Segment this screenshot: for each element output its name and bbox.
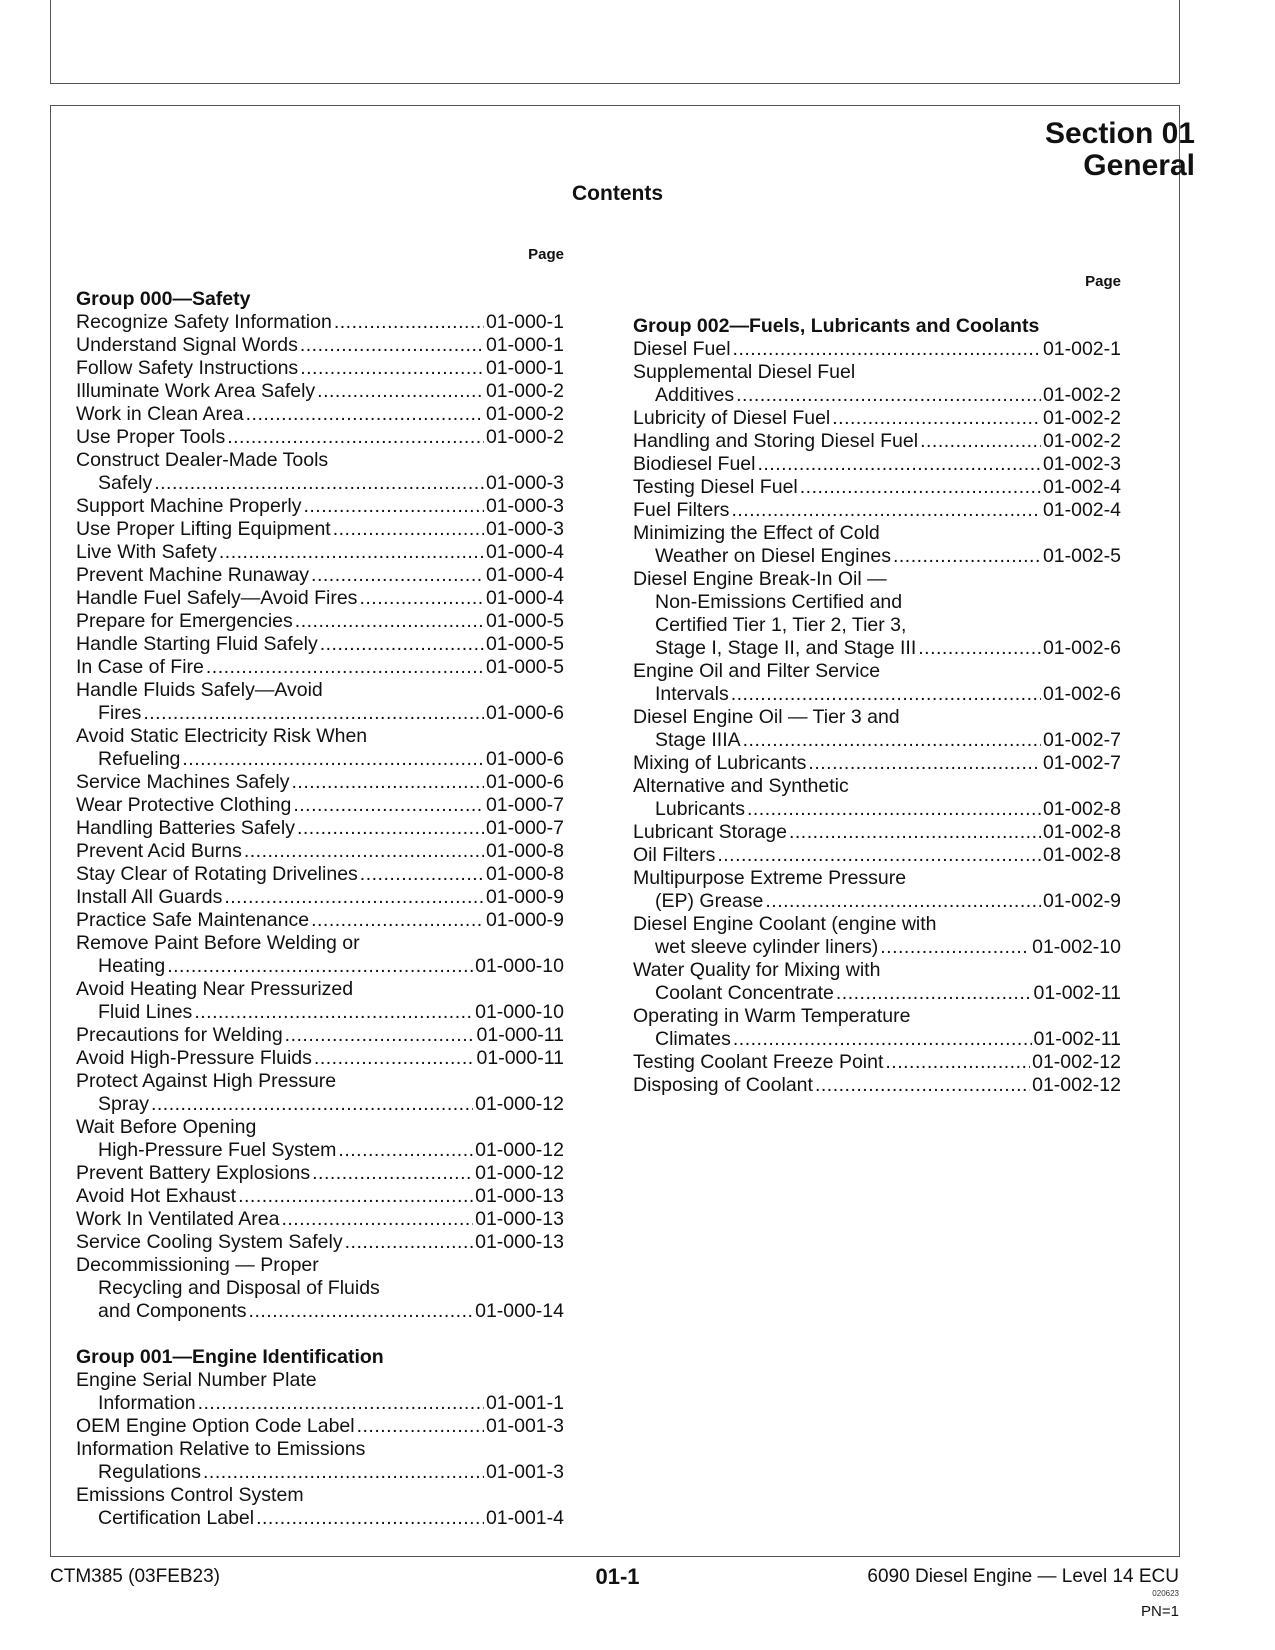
toc-entry-title: Diesel Engine Oil — Tier 3 and [633, 706, 900, 728]
dot-leader [789, 821, 1041, 844]
toc-entry[interactable] [633, 844, 1121, 867]
dot-leader [920, 430, 1041, 453]
toc-entry-title: Testing Diesel Fuel [633, 476, 798, 498]
toc-entry[interactable] [633, 338, 1121, 361]
toc-entry-title: Supplemental Diesel Fuel [633, 361, 856, 383]
dot-leader [143, 702, 484, 725]
toc-entry-title: Protect Against High Pressure [76, 1070, 337, 1092]
toc-entry-title: Coolant Concentrate [655, 982, 834, 1004]
toc-entry-title: Handling and Storing Diesel Fuel [633, 430, 919, 452]
toc-entry-title: Support Machine Properly [76, 495, 302, 517]
dot-leader [338, 1139, 473, 1162]
toc-entry[interactable] [633, 913, 1121, 959]
toc-entry-page: 01-000-6 [485, 748, 564, 770]
dot-leader [194, 1001, 473, 1024]
toc-entry-title: Handling Batteries Safely [76, 817, 295, 839]
toc-entry[interactable] [633, 752, 1121, 775]
toc-entry-title: Prevent Machine Runaway [76, 564, 310, 586]
dot-leader [765, 890, 1041, 913]
dot-leader [885, 1051, 1030, 1074]
toc-entry-title: Precautions for Welding [76, 1024, 283, 1046]
toc-entry-page: 01-002-2 [1042, 384, 1121, 406]
toc-entry[interactable] [76, 794, 564, 817]
dot-leader [880, 936, 1030, 959]
dot-leader [893, 545, 1041, 568]
toc-entry-title: Information [98, 1392, 196, 1414]
dot-leader [293, 794, 484, 817]
toc-entry-title: Minimizing the Effect of Cold [633, 522, 880, 544]
dot-leader [345, 1231, 473, 1254]
toc-entry-title: Engine Serial Number Plate [76, 1369, 317, 1391]
toc-entry-page: 01-002-11 [1033, 1028, 1121, 1050]
dot-leader [312, 1162, 473, 1185]
toc-entry-title: Diesel Engine Coolant (engine with [633, 913, 937, 935]
manual-title: 6090 Diesel Engine — Level 14 ECU [867, 1566, 1179, 1587]
toc-entry-page: 01-000-11 [476, 1024, 564, 1046]
toc-entry[interactable] [76, 1415, 564, 1438]
dot-leader [219, 541, 484, 564]
toc-entry-page: 01-002-12 [1032, 1051, 1121, 1073]
toc-entry[interactable] [76, 518, 564, 541]
toc-entry-title: Construct Dealer-Made Tools [76, 449, 329, 471]
section-name: General [1083, 149, 1195, 182]
page-pn: PN=1 [1141, 1603, 1179, 1620]
toc-entry-title: Practice Safe Maintenance [76, 909, 310, 931]
toc-entry[interactable] [633, 959, 1121, 1005]
toc-entry-title: Prepare for Emergencies [76, 610, 293, 632]
toc-entry-title: Recognize Safety Information [76, 311, 332, 333]
dot-leader [224, 886, 484, 909]
toc-entry-title: Disposing of Coolant [633, 1074, 813, 1096]
toc-entry-title: Remove Paint Before Welding or [76, 932, 360, 954]
toc-entry-title: Illuminate Work Area Safely [76, 380, 316, 402]
toc-entry-page: 01-000-2 [485, 426, 564, 448]
toc-entry[interactable] [76, 656, 564, 679]
toc-entry-page: 01-002-12 [1032, 1074, 1121, 1096]
toc-entry[interactable] [633, 775, 1121, 821]
dot-leader [717, 844, 1041, 867]
toc-entry[interactable] [76, 1254, 564, 1323]
toc-entry-title: Prevent Acid Burns [76, 840, 242, 862]
dot-leader [285, 1024, 475, 1047]
toc-entry-title: Handle Fuel Safely—Avoid Fires [76, 587, 358, 609]
toc-entry-title: Certification Label [98, 1507, 255, 1529]
toc-entry-page: 01-000-4 [485, 564, 564, 586]
toc-entry-page: 01-000-1 [485, 311, 564, 333]
toc-entry-page: 01-000-10 [475, 1001, 564, 1023]
toc-entry-title: Operating in Warm Temperature [633, 1005, 911, 1027]
toc-entry-title: In Case of Fire [76, 656, 204, 678]
toc-entry-title: Fires [98, 702, 142, 724]
toc-entry-page: 01-000-4 [485, 541, 564, 563]
toc-entry[interactable] [76, 1024, 564, 1047]
section-title [1045, 118, 1195, 182]
toc-left-column [76, 244, 564, 1530]
toc-entry-page: 01-000-13 [475, 1185, 564, 1207]
toc-entry-title: Avoid High-Pressure Fluids [76, 1047, 312, 1069]
toc-entry[interactable] [76, 1116, 564, 1162]
dot-leader [182, 748, 484, 771]
dot-leader [198, 1392, 484, 1415]
dot-leader [733, 338, 1041, 361]
toc-entry[interactable] [76, 886, 564, 909]
dot-leader [300, 334, 484, 357]
toc-entry[interactable] [76, 334, 564, 357]
toc-entry-title: Oil Filters [633, 844, 716, 866]
dot-leader [281, 1208, 473, 1231]
page-column-label: Page [528, 246, 564, 263]
dot-leader [297, 817, 484, 840]
toc-entry-title: Understand Signal Words [76, 334, 298, 356]
toc-entry-title: Biodiesel Fuel [633, 453, 756, 475]
toc-entry-title: Stay Clear of Rotating Drivelines [76, 863, 358, 885]
toc-entry-page: 01-000-12 [475, 1093, 564, 1115]
page-number: 01-1 [595, 1564, 640, 1589]
dot-leader [300, 357, 484, 380]
toc-entry[interactable] [633, 499, 1121, 522]
toc-entry-page: 01-000-1 [485, 357, 564, 379]
toc-entry-page: 01-000-2 [485, 403, 564, 425]
toc-entry-title: Install All Guards [76, 886, 223, 908]
toc-entry[interactable] [76, 449, 564, 495]
toc-entry-page: 01-000-13 [475, 1208, 564, 1230]
toc-entry[interactable] [76, 541, 564, 564]
dot-leader [151, 1093, 473, 1116]
dot-leader [731, 683, 1041, 706]
toc-entry-page: 01-002-11 [1033, 982, 1121, 1004]
toc-entry[interactable] [76, 978, 564, 1024]
toc-entry[interactable] [76, 564, 564, 587]
toc-entry[interactable] [76, 426, 564, 449]
dot-leader [733, 1028, 1032, 1051]
dot-leader [359, 587, 484, 610]
dot-leader [800, 476, 1041, 499]
dot-leader [249, 1300, 474, 1323]
toc-entry[interactable] [76, 725, 564, 771]
header-frame [50, 0, 1180, 84]
toc-entry-page: 01-000-12 [475, 1139, 564, 1161]
toc-entry[interactable] [76, 1208, 564, 1231]
toc-entry-page: 01-002-8 [1042, 821, 1121, 843]
toc-entry-page: 01-002-5 [1042, 545, 1121, 567]
toc-entry-title: Stage I, Stage II, and Stage III [655, 637, 917, 659]
dot-leader [292, 771, 484, 794]
dot-leader [314, 1047, 475, 1070]
toc-entry-page: 01-000-2 [485, 380, 564, 402]
toc-entry-page: 01-002-10 [1032, 936, 1121, 958]
toc-entry-page: 01-000-8 [485, 863, 564, 885]
toc-entry[interactable] [76, 311, 564, 334]
toc-entry-title: Fluid Lines [98, 1001, 193, 1023]
toc-entry[interactable] [633, 430, 1121, 453]
toc-entry-page: 01-002-6 [1042, 637, 1121, 659]
toc-entry[interactable] [76, 909, 564, 932]
toc-entry-page: 01-002-6 [1042, 683, 1121, 705]
dot-leader [757, 453, 1040, 476]
toc-entry-title: Testing Coolant Freeze Point [633, 1051, 884, 1073]
toc-entry-title: OEM Engine Option Code Label [76, 1415, 355, 1437]
toc-entry-page: 01-002-8 [1042, 798, 1121, 820]
toc-entry[interactable] [76, 380, 564, 403]
toc-entry-title: Additives [655, 384, 735, 406]
toc-entry-page: 01-000-6 [485, 771, 564, 793]
toc-entry[interactable] [633, 522, 1121, 568]
toc-entry-page: 01-002-1 [1042, 338, 1121, 360]
toc-entry-title: Engine Oil and Filter Service [633, 660, 881, 682]
dot-leader [295, 610, 484, 633]
dot-leader [815, 1074, 1030, 1097]
dot-leader [731, 499, 1041, 522]
toc-entry-title: Avoid Heating Near Pressurized [76, 978, 354, 1000]
dot-leader [238, 1185, 473, 1208]
toc-entry[interactable] [76, 932, 564, 978]
toc-entry-page: 01-000-10 [475, 955, 564, 977]
toc-entry[interactable] [633, 407, 1121, 430]
toc-entry-title: Refueling [98, 748, 181, 770]
group-heading: Group 002—Fuels, Lubricants and Coolants [633, 315, 1040, 337]
toc-entry-page: 01-000-14 [475, 1300, 564, 1322]
dot-leader [167, 955, 473, 978]
toc-entry-title: Lubricants [655, 798, 745, 820]
toc-entry-title: Wear Protective Clothing [76, 794, 292, 816]
toc-entry-page: 01-000-12 [475, 1162, 564, 1184]
toc-entry[interactable] [76, 863, 564, 886]
toc-entry[interactable] [76, 1438, 564, 1484]
toc-entry-title: Certified Tier 1, Tier 2, Tier 3, [655, 614, 907, 636]
toc-entry[interactable] [76, 357, 564, 380]
toc-entry[interactable] [76, 495, 564, 518]
toc-entry-title: Water Quality for Mixing with [633, 959, 881, 981]
toc-entry-page: 01-002-8 [1042, 844, 1121, 866]
toc-entry[interactable] [76, 1369, 564, 1415]
toc-entry-title: Service Cooling System Safely [76, 1231, 343, 1253]
dot-leader [808, 752, 1041, 775]
section-number: Section 01 [1044, 117, 1195, 150]
dot-leader [736, 384, 1041, 407]
toc-entry-page: 01-002-7 [1042, 752, 1121, 774]
toc-entry-page: 01-000-9 [485, 886, 564, 908]
toc-entry-page: 01-001-4 [485, 1507, 564, 1529]
toc-entry[interactable] [76, 1047, 564, 1070]
toc-entry-title: Intervals [655, 683, 729, 705]
dot-leader [246, 403, 484, 426]
dot-leader [320, 633, 484, 656]
toc-entry-title: wet sleeve cylinder liners) [655, 936, 879, 958]
toc-entry-title: Use Proper Tools [76, 426, 226, 448]
dot-leader [244, 840, 484, 863]
toc-entry-title: Lubricity of Diesel Fuel [633, 407, 831, 429]
toc-entry-title: Handle Starting Fluid Safely [76, 633, 318, 655]
toc-entry-title: Wait Before Opening [76, 1116, 257, 1138]
toc-entry-page: 01-001-1 [485, 1392, 564, 1414]
toc-entry-title: Alternative and Synthetic [633, 775, 849, 797]
toc-entry[interactable] [633, 1005, 1121, 1051]
toc-entry-title: Handle Fluids Safely—Avoid [76, 679, 323, 701]
dot-leader [311, 909, 484, 932]
toc-entry-page: 01-000-4 [485, 587, 564, 609]
toc-entry[interactable] [633, 453, 1121, 476]
toc-entry[interactable] [633, 568, 1121, 660]
toc-entry-page: 01-002-3 [1042, 453, 1121, 475]
toc-entry-title: High-Pressure Fuel System [98, 1139, 337, 1161]
toc-entry-title: Fuel Filters [633, 499, 730, 521]
toc-entry[interactable] [76, 817, 564, 840]
dot-leader [747, 798, 1041, 821]
toc-entry-page: 01-000-13 [475, 1231, 564, 1253]
toc-entry[interactable] [633, 706, 1121, 752]
toc-entry-title: and Components [98, 1300, 247, 1322]
toc-entry[interactable] [633, 867, 1121, 913]
dot-leader [836, 982, 1032, 1005]
toc-entry-page: 01-000-1 [485, 334, 564, 356]
toc-entry-page: 01-000-5 [485, 656, 564, 678]
toc-entry-title: Avoid Static Electricity Risk When [76, 725, 368, 747]
toc-entry-title: Decommissioning — Proper [76, 1254, 319, 1276]
toc-entry[interactable] [76, 840, 564, 863]
toc-entry-title: (EP) Grease [655, 890, 764, 912]
toc-entry[interactable] [633, 1074, 1121, 1097]
toc-entry[interactable] [76, 610, 564, 633]
toc-entry-title: Use Proper Lifting Equipment [76, 518, 331, 540]
toc-entry[interactable] [76, 771, 564, 794]
toc-entry[interactable] [633, 476, 1121, 499]
toc-entry-title: Information Relative to Emissions [76, 1438, 366, 1460]
toc-entry-title: Service Machines Safely [76, 771, 290, 793]
dot-leader [334, 311, 484, 334]
toc-entry-title: Safely [98, 472, 153, 494]
toc-entry-page: 01-002-4 [1042, 499, 1121, 521]
toc-entry-title: Follow Safety Instructions [76, 357, 299, 379]
toc-entry-page: 01-002-2 [1042, 407, 1121, 429]
toc-entry-title: Avoid Hot Exhaust [76, 1185, 237, 1207]
dot-leader [317, 380, 484, 403]
toc-entry-title: Multipurpose Extreme Pressure [633, 867, 907, 889]
toc-entry[interactable] [633, 361, 1121, 407]
toc-entry-title: Heating [98, 955, 166, 977]
toc-entry-page: 01-001-3 [485, 1461, 564, 1483]
toc-entry[interactable] [633, 660, 1121, 706]
toc-entry-title: Work In Ventilated Area [76, 1208, 280, 1230]
dot-leader [303, 495, 483, 518]
toc-entry-title: Diesel Fuel [633, 338, 731, 360]
toc-entry-page: 01-000-7 [485, 817, 564, 839]
toc-entry-title: Recycling and Disposal of Fluids [98, 1277, 380, 1299]
toc-entry[interactable] [76, 679, 564, 725]
toc-entry-title: Weather on Diesel Engines [655, 545, 891, 567]
toc-entry-page: 01-002-2 [1042, 430, 1121, 452]
dot-leader [360, 863, 484, 886]
toc-entry[interactable] [76, 587, 564, 610]
toc-entry-page: 01-000-5 [485, 610, 564, 632]
toc-entry-page: 01-002-9 [1042, 890, 1121, 912]
dot-leader [311, 564, 484, 587]
toc-entry-page: 01-000-6 [485, 702, 564, 724]
toc-entry-title: Climates [655, 1028, 731, 1050]
toc-entry-title: Lubricant Storage [633, 821, 787, 843]
toc-entry-page: 01-002-4 [1042, 476, 1121, 498]
dot-leader [832, 407, 1041, 430]
toc-entry[interactable] [633, 821, 1121, 844]
toc-entry-title: Emissions Control System [76, 1484, 304, 1506]
toc-entry-title: Regulations [98, 1461, 201, 1483]
toc-entry-page: 01-000-8 [485, 840, 564, 862]
dot-leader [154, 472, 484, 495]
toc-entry-title: Spray [98, 1093, 149, 1115]
group-heading: Group 001—Engine Identification [76, 1346, 384, 1368]
manual-id: CTM385 (03FEB23) [50, 1566, 221, 1587]
toc-entry-page: 01-000-9 [485, 909, 564, 931]
dot-leader [206, 656, 484, 679]
toc-entry-title: Prevent Battery Explosions [76, 1162, 311, 1184]
dot-leader [203, 1461, 484, 1484]
toc-entry-title: Mixing of Lubricants [633, 752, 807, 774]
toc-entry-page: 01-002-7 [1042, 729, 1121, 751]
date-code: 020623 [1152, 1589, 1179, 1598]
dot-leader [918, 637, 1041, 660]
toc-entry-title: Non-Emissions Certified and [655, 591, 903, 613]
page-column-label: Page [1085, 273, 1121, 290]
toc-entry[interactable] [76, 1070, 564, 1116]
toc-right-column [633, 271, 1121, 1097]
toc-entry-page: 01-000-11 [476, 1047, 564, 1069]
toc-entry-title: Stage IIIA [655, 729, 741, 751]
toc-entry-page: 01-000-3 [485, 495, 564, 517]
toc-entry-page: 01-000-7 [485, 794, 564, 816]
toc-entry[interactable] [76, 1484, 564, 1530]
toc-entry[interactable] [76, 1162, 564, 1185]
dot-leader [333, 518, 484, 541]
toc-entry-page: 01-000-3 [485, 472, 564, 494]
dot-leader [743, 729, 1041, 752]
toc-entry-page: 01-000-5 [485, 633, 564, 655]
dot-leader [357, 1415, 484, 1438]
toc-entry-page: 01-001-3 [485, 1415, 564, 1437]
group-heading: Group 000—Safety [76, 288, 251, 310]
toc-entry-page: 01-000-3 [485, 518, 564, 540]
toc-entry-title: Live With Safety [76, 541, 217, 563]
contents-title: Contents [572, 182, 663, 205]
dot-leader [227, 426, 484, 449]
toc-entry[interactable] [633, 1051, 1121, 1074]
toc-entry-title: Work in Clean Area [76, 403, 244, 425]
toc-entry[interactable] [76, 1185, 564, 1208]
toc-entry[interactable] [76, 1231, 564, 1254]
dot-leader [256, 1507, 484, 1530]
toc-entry[interactable] [76, 633, 564, 656]
toc-entry[interactable] [76, 403, 564, 426]
toc-entry-title: Diesel Engine Break-In Oil — [633, 568, 887, 590]
